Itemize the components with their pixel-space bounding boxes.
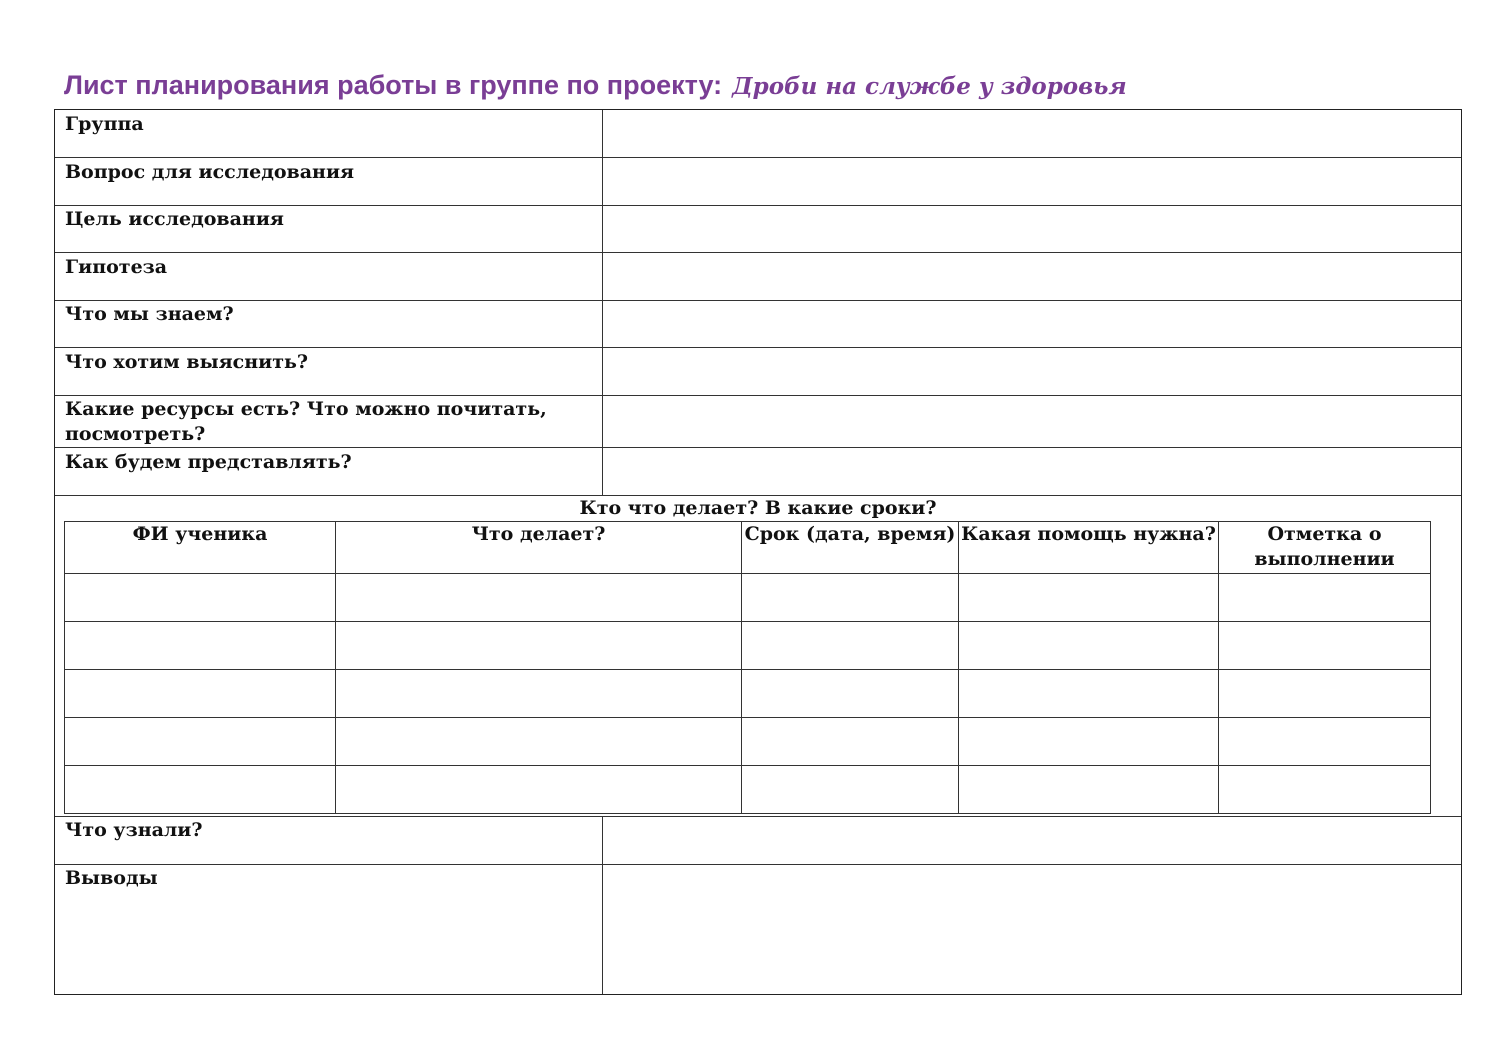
label-hypothesis: Гипотеза [65, 256, 168, 278]
value-conclusions[interactable] [604, 866, 1459, 992]
row-divider [55, 252, 1461, 253]
cell-help-needed[interactable] [959, 766, 1219, 814]
page-title [64, 70, 1127, 101]
table-row [65, 574, 1431, 622]
worksheet-title: Лист планирования работы в группе по проекту: [64, 70, 723, 100]
label-what-to-find-out: Что хотим выяснить? [65, 351, 309, 373]
value-presentation[interactable] [604, 449, 1459, 493]
cell-task[interactable] [336, 622, 742, 670]
value-hypothesis[interactable] [604, 254, 1459, 298]
label-research-question: Вопрос для исследования [65, 161, 355, 183]
label-group: Группа [65, 113, 144, 135]
cell-deadline[interactable] [742, 670, 959, 718]
column-header-completion-mark: Отметка о выполнении [1219, 522, 1431, 574]
row-divider [55, 157, 1461, 158]
column-header-help-needed: Какая помощь нужна? [959, 522, 1219, 574]
cell-student[interactable] [65, 718, 336, 766]
label-what-we-learned: Что узнали? [65, 819, 203, 841]
cell-help-needed[interactable] [959, 718, 1219, 766]
task-table-header [65, 522, 1431, 574]
cell-completion-mark[interactable] [1219, 670, 1431, 718]
value-resources[interactable] [604, 397, 1459, 445]
value-what-we-learned[interactable] [604, 818, 1459, 863]
cell-deadline[interactable] [742, 622, 959, 670]
value-research-question[interactable] [604, 159, 1459, 203]
table-row [65, 766, 1431, 814]
row-divider [55, 347, 1461, 348]
cell-task[interactable] [336, 574, 742, 622]
row-divider [55, 300, 1461, 301]
task-section-title: Кто что делает? В какие сроки? [579, 497, 937, 519]
table-row [65, 670, 1431, 718]
cell-deadline[interactable] [742, 766, 959, 814]
cell-student[interactable] [65, 670, 336, 718]
table-row [65, 718, 1431, 766]
cell-student[interactable] [65, 622, 336, 670]
row-divider [55, 816, 1461, 817]
value-what-we-know[interactable] [604, 302, 1459, 346]
label-research-goal: Цель исследования [65, 208, 284, 230]
cell-completion-mark[interactable] [1219, 622, 1431, 670]
row-divider [55, 205, 1461, 206]
project-name: Дроби на службе у здоровья [732, 73, 1127, 100]
value-what-to-find-out[interactable] [604, 349, 1459, 393]
cell-student[interactable] [65, 574, 336, 622]
cell-task[interactable] [336, 718, 742, 766]
cell-student[interactable] [65, 766, 336, 814]
table-row [65, 622, 1431, 670]
label-resources: Какие ресурсы есть? Что можно почитать, посмотреть? [65, 398, 547, 445]
column-header-deadline: Срок (дата, время) [742, 522, 959, 574]
cell-help-needed[interactable] [959, 670, 1219, 718]
column-divider-top [602, 110, 603, 495]
cell-completion-mark[interactable] [1219, 766, 1431, 814]
cell-deadline[interactable] [742, 574, 959, 622]
row-divider [55, 447, 1461, 448]
value-group[interactable] [604, 112, 1459, 156]
label-what-we-know: Что мы знаем? [65, 303, 234, 325]
value-research-goal[interactable] [604, 207, 1459, 251]
cell-task[interactable] [336, 766, 742, 814]
column-divider-bottom [602, 816, 603, 994]
label-conclusions: Выводы [65, 867, 158, 889]
cell-help-needed[interactable] [959, 622, 1219, 670]
row-divider [55, 395, 1461, 396]
task-table [64, 521, 1431, 814]
cell-completion-mark[interactable] [1219, 574, 1431, 622]
column-header-task: Что делает? [336, 522, 742, 574]
cell-help-needed[interactable] [959, 574, 1219, 622]
row-divider [55, 864, 1461, 865]
column-header-student: ФИ ученика [65, 522, 336, 574]
cell-deadline[interactable] [742, 718, 959, 766]
label-presentation: Как будем представлять? [65, 451, 352, 473]
cell-completion-mark[interactable] [1219, 718, 1431, 766]
planning-form [54, 109, 1462, 995]
cell-task[interactable] [336, 670, 742, 718]
